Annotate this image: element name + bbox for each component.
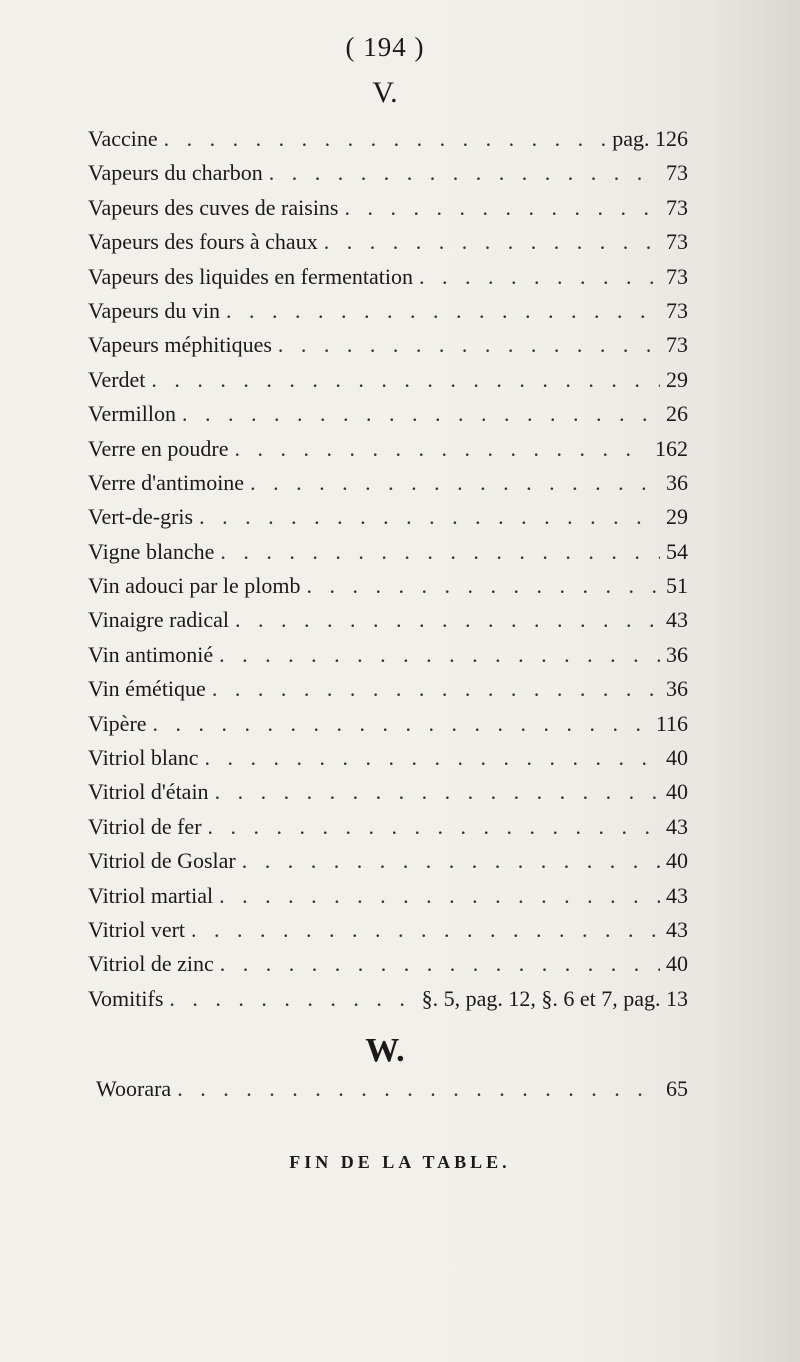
entry-term: Vapeurs des liquides en fermentation — [88, 263, 414, 289]
leader-dots — [235, 607, 660, 633]
index-entry — [88, 160, 688, 194]
index-entry — [88, 848, 688, 882]
entry-term: Vitriol d'étain — [88, 779, 209, 805]
entry-term: Vapeurs méphitiques — [88, 332, 272, 358]
index-entry — [88, 676, 688, 710]
leader-dots — [204, 745, 660, 771]
leader-dots — [250, 470, 660, 496]
end-of-table: FIN DE LA TABLE. — [289, 1152, 511, 1172]
index-list-w — [96, 1076, 688, 1110]
entry-page: pag. 126 — [612, 126, 688, 151]
entry-page: 40 — [666, 779, 688, 805]
leader-dots — [199, 504, 660, 530]
entry-term: Vinaigre radical — [88, 607, 229, 633]
leader-dots — [153, 711, 650, 737]
entry-term: Vitriol de fer — [88, 813, 202, 839]
entry-term: Vapeurs du vin — [88, 297, 220, 323]
index-entry — [88, 607, 688, 641]
entry-term: Vapeurs des cuves de raisins — [88, 194, 339, 220]
index-entry — [88, 951, 688, 985]
entry-page: 26 — [666, 401, 688, 427]
section-heading-w: W. — [365, 1032, 405, 1069]
leader-dots — [151, 367, 660, 393]
entry-page: 65 — [666, 1076, 688, 1101]
index-entry — [88, 883, 688, 917]
leader-dots — [220, 539, 660, 565]
entry-page: 36 — [666, 469, 688, 495]
entry-term: Vitriol blanc — [88, 745, 199, 771]
index-entry — [88, 401, 688, 435]
index-entry — [88, 814, 688, 848]
leader-dots — [182, 401, 660, 427]
entry-page: 73 — [666, 297, 688, 323]
entry-page: 73 — [666, 263, 688, 289]
index-entry — [96, 1076, 688, 1110]
entry-page: 43 — [666, 607, 688, 633]
index-entry — [88, 504, 688, 538]
leader-dots — [169, 986, 415, 1012]
entry-term: Vin adouci par le plomb — [88, 573, 301, 599]
entry-page: 29 — [666, 366, 688, 392]
index-entry — [88, 745, 688, 779]
entry-term: Vin antimonié — [88, 641, 214, 667]
leader-dots — [324, 229, 660, 255]
entry-page: 40 — [666, 951, 688, 977]
index-entry — [88, 436, 688, 470]
entry-term: Vitriol vert — [88, 916, 186, 942]
leader-dots — [345, 195, 661, 221]
index-entry — [88, 298, 688, 332]
section-heading-v: V. — [372, 76, 398, 109]
index-entry — [88, 779, 688, 813]
leader-dots — [219, 883, 660, 909]
entry-term: Vaccine — [88, 126, 158, 151]
leader-dots — [215, 779, 660, 805]
index-entry — [88, 470, 688, 504]
index-entry — [88, 642, 688, 676]
entry-term: Vin émétique — [88, 676, 206, 702]
entry-page: 29 — [666, 504, 688, 530]
entry-page: 43 — [666, 813, 688, 839]
leader-dots — [226, 298, 660, 324]
index-entry — [88, 367, 688, 401]
index-entry — [88, 539, 688, 573]
entry-page: 51 — [666, 573, 688, 599]
entry-page: 36 — [666, 676, 688, 702]
entry-term: Vitriol de zinc — [88, 951, 214, 977]
entry-page: 73 — [666, 229, 688, 255]
index-list-v — [88, 126, 688, 1020]
entry-page: 162 — [655, 435, 688, 461]
index-entry — [88, 229, 688, 263]
leader-dots — [208, 814, 660, 840]
leader-dots — [419, 264, 660, 290]
entry-term: Woorara — [96, 1076, 172, 1101]
entry-term: Vomitifs — [88, 985, 164, 1011]
entry-page: 40 — [666, 848, 688, 874]
leader-dots — [177, 1076, 660, 1102]
entry-term: Verre en poudre — [88, 435, 229, 461]
index-entry — [88, 573, 688, 607]
entry-term: Vitriol de Goslar — [88, 848, 236, 874]
entry-term: Vermillon — [88, 401, 176, 427]
leader-dots — [191, 917, 660, 943]
leader-dots — [164, 126, 607, 152]
entry-term: Vert-de-gris — [88, 504, 194, 530]
index-entry — [88, 195, 688, 229]
entry-page: 54 — [666, 538, 688, 564]
entry-page: 73 — [666, 332, 688, 358]
entry-page: 43 — [666, 882, 688, 908]
entry-page: 43 — [666, 916, 688, 942]
entry-page: §. 5, pag. 12, §. 6 et 7, pag. 13 — [421, 985, 688, 1011]
index-entry — [88, 332, 688, 366]
entry-term: Vipère — [88, 710, 147, 736]
entry-term: Vitriol martial — [88, 882, 214, 908]
leader-dots — [307, 573, 660, 599]
entry-term: Vigne blanche — [88, 538, 215, 564]
index-entry — [88, 986, 688, 1020]
leader-dots — [220, 951, 660, 977]
entry-term: Vapeurs du charbon — [88, 160, 263, 186]
entry-page: 73 — [666, 194, 688, 220]
index-entry — [88, 264, 688, 298]
leader-dots — [235, 436, 650, 462]
index-entry — [88, 711, 688, 745]
entry-page: 73 — [666, 160, 688, 186]
entry-term: Verdet — [88, 366, 146, 392]
entry-page: 36 — [666, 641, 688, 667]
leader-dots — [278, 332, 660, 358]
leader-dots — [269, 160, 660, 186]
entry-term: Vapeurs des fours à chaux — [88, 229, 318, 255]
page-number: ( 194 ) — [345, 32, 425, 62]
entry-term: Verre d'antimoine — [88, 469, 245, 495]
entry-page: 40 — [666, 745, 688, 771]
entry-page: 116 — [655, 710, 688, 736]
leader-dots — [219, 642, 660, 668]
index-entry — [88, 126, 688, 160]
index-entry — [88, 917, 688, 951]
leader-dots — [212, 676, 660, 702]
leader-dots — [242, 848, 660, 874]
